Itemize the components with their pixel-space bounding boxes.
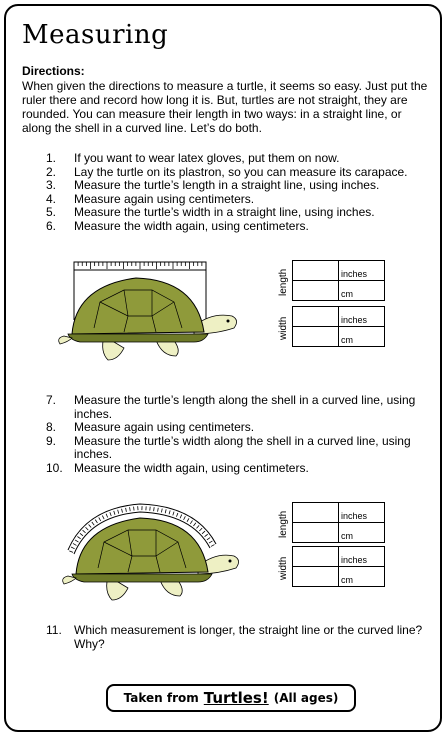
- answer-cell[interactable]: [293, 327, 339, 347]
- width-curved-table: [292, 546, 385, 587]
- unit-cm: cm: [339, 567, 385, 587]
- answer-cell[interactable]: [293, 503, 339, 523]
- book-title-link[interactable]: Turtles!: [203, 689, 269, 707]
- credit-suffix: (All ages): [273, 691, 339, 705]
- step-number: 4.: [46, 191, 57, 206]
- unit-inches: inches: [339, 503, 385, 523]
- steps-list-2: [46, 394, 426, 475]
- unit-inches: inches: [339, 547, 385, 567]
- width-label: width: [278, 556, 289, 580]
- answer-cell[interactable]: [293, 547, 339, 567]
- step-item: [46, 421, 426, 435]
- length-label: length: [278, 510, 289, 538]
- step-text: Measure the turtle’s length along the shell in a curved line, using inches.: [74, 393, 416, 421]
- width-straight-table: [292, 306, 385, 347]
- step-text: If you want to wear latex gloves, put them on now.: [74, 151, 340, 165]
- step-number: 2.: [46, 164, 57, 179]
- step-text: Measure the turtle’s length in a straight line, using inches.: [74, 178, 380, 192]
- step-number: 1.: [46, 151, 57, 165]
- unit-cm: cm: [339, 281, 385, 301]
- step-item: [46, 435, 426, 462]
- step-text: Measure the width again, using centimeters.: [74, 460, 309, 475]
- worksheet-card: [4, 4, 442, 732]
- turtle-icon: [59, 278, 237, 360]
- step-text: Which measurement is longer, the straight line or the curved line? Why?: [74, 623, 423, 651]
- page-title: Measuring: [22, 20, 169, 50]
- width-straight-table-block: [278, 306, 385, 347]
- unit-cm: cm: [339, 327, 385, 347]
- step-number: 8.: [46, 420, 57, 434]
- length-curved-table-block: [278, 502, 385, 543]
- intro-paragraph: When given the directions to measure a turtle, it seems so easy. Just put the ruler there and record how long it is. But, turtles are not straight, they are rounded. You can measure their length in two ways: in a straight line, or along the shell in a curved line. Let’s do both.: [22, 79, 428, 135]
- answer-cell[interactable]: [293, 307, 339, 327]
- step-text: Measure the width again, using centimeters.: [74, 218, 309, 233]
- step-number: 7.: [46, 393, 57, 407]
- step-item: [46, 179, 426, 193]
- width-label: width: [278, 316, 289, 340]
- answer-cell[interactable]: [293, 523, 339, 543]
- credit-prefix: Taken from: [123, 691, 199, 705]
- length-straight-table: [292, 260, 385, 301]
- step-item: [46, 193, 426, 207]
- step-text: Measure the turtle’s width along the shell in a curved line, using inches.: [74, 433, 411, 461]
- step-number: 10.: [46, 460, 63, 475]
- step-item: [46, 394, 426, 421]
- step-text: Measure again using centimeters.: [74, 191, 255, 206]
- steps-list-3: [46, 624, 426, 651]
- step-text: Lay the turtle on its plastron, so you can measure its carapace.: [74, 164, 408, 179]
- unit-cm: cm: [339, 523, 385, 543]
- turtle-icon: [63, 518, 239, 600]
- step-item: [46, 152, 426, 166]
- step-number: 11.: [46, 623, 62, 637]
- turtle-straight-ruler-illustration: [44, 256, 254, 366]
- step-item: [46, 624, 426, 651]
- step-number: 9.: [46, 433, 57, 448]
- length-curved-table: [292, 502, 385, 543]
- answer-cell[interactable]: [293, 281, 339, 301]
- step-number: 5.: [46, 205, 57, 219]
- step-number: 3.: [46, 178, 57, 192]
- credit-box: [106, 684, 356, 712]
- step-item: [46, 206, 426, 220]
- step-number: 6.: [46, 218, 57, 233]
- unit-inches: inches: [339, 307, 385, 327]
- answer-cell[interactable]: [293, 261, 339, 281]
- length-straight-table-block: [278, 260, 385, 301]
- width-curved-table-block: [278, 546, 385, 587]
- length-label: length: [278, 268, 289, 296]
- step-item: [46, 462, 426, 476]
- step-text: Measure the turtle’s width in a straight line, using inches.: [74, 205, 375, 219]
- step-text: Measure again using centimeters.: [74, 420, 255, 434]
- step-item: [46, 166, 426, 180]
- answer-cell[interactable]: [293, 567, 339, 587]
- step-item: [46, 220, 426, 234]
- turtle-curved-tape-illustration: [46, 500, 256, 610]
- unit-inches: inches: [339, 261, 385, 281]
- steps-list-1: [46, 152, 426, 233]
- directions-label: Directions:: [22, 64, 85, 78]
